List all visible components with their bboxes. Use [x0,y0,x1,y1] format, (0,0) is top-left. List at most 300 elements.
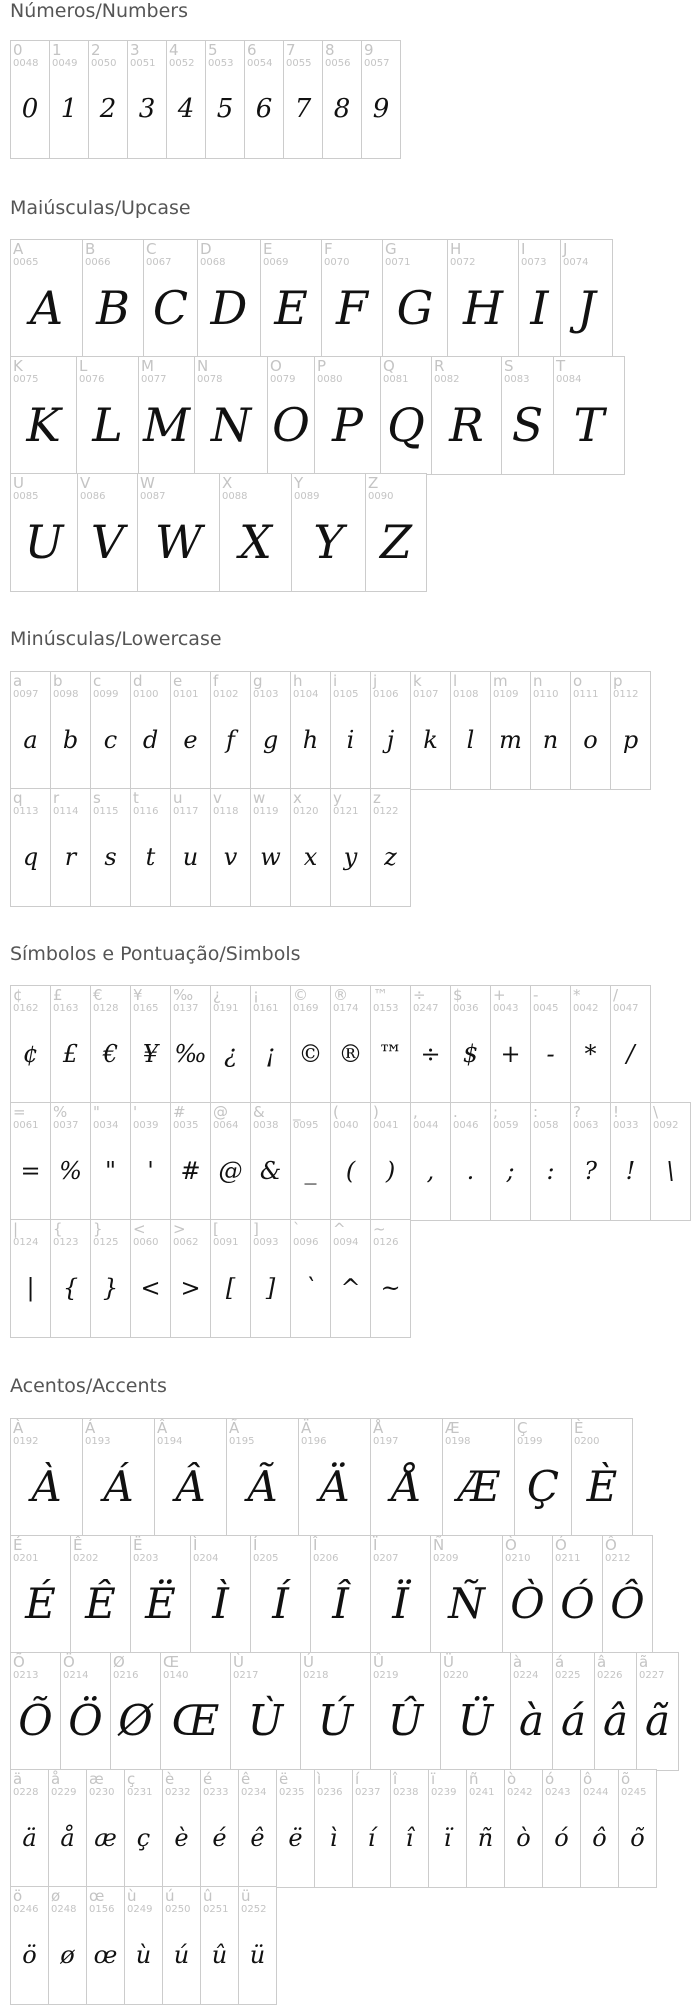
glyph-character-label: ö [13,1887,23,1905]
glyph-code: 0195 [229,1436,255,1447]
glyph-cell [440,1652,511,1771]
glyph-character-label: p [613,672,623,690]
glyph-character-label: Õ [13,1653,25,1671]
glyph-sample: ® [338,1040,363,1068]
glyph-cell [110,1652,161,1771]
glyph-sample: ê [250,1824,265,1852]
glyph-character-label: Ë [133,1536,143,1554]
glyph-cell [210,1219,251,1338]
glyph-sample: Z [380,515,412,569]
glyph-character-label: Ö [63,1653,75,1671]
glyph-character-label: Ñ [433,1536,445,1554]
glyph-sample: å [60,1824,75,1852]
glyph-code: 0044 [413,1120,439,1131]
glyph-sample: ¿ [224,1040,237,1068]
glyph-cell [553,356,625,475]
glyph-character-label: N [197,357,209,375]
glyph-character-label: ( [333,1103,339,1121]
glyph-character-label: I [521,240,526,258]
glyph-sample: ] [265,1274,276,1302]
glyph-code: 0156 [89,1904,115,1915]
glyph-code: 0197 [373,1436,399,1447]
glyph-cell [10,788,51,907]
glyph-code: 0115 [93,806,119,817]
glyph-sample: í [367,1824,376,1852]
glyph-character-label: x [293,789,302,807]
glyph-cell [510,1652,553,1771]
glyph-code: 0066 [85,257,111,268]
glyph-character-label: } [93,1220,103,1238]
glyph-cell [226,1418,299,1537]
glyph-sample: ‰ [174,1040,207,1068]
glyph-sample: % [59,1157,82,1185]
glyph-cell [370,1652,441,1771]
glyph-cell [504,1769,543,1888]
glyph-character-label: ê [241,1770,251,1788]
glyph-cell [190,1535,251,1654]
glyph-sample: R [449,398,484,452]
glyph-code: 0207 [373,1553,399,1564]
glyph-sample: p [622,726,639,754]
glyph-code: 0235 [279,1787,305,1798]
glyph-character-label: * [573,986,581,1004]
glyph-code: 0249 [127,1904,153,1915]
glyph-cell [162,1886,201,2005]
glyph-code: 0125 [93,1237,119,1248]
glyph-code: 0244 [583,1787,609,1798]
glyph-cell [610,1102,651,1221]
glyph-cell [361,40,401,159]
glyph-cell [314,356,381,475]
glyph-character-label: Ã [229,1419,240,1437]
glyph-code: 0174 [333,1003,359,1014]
glyph-cell [10,1102,51,1221]
glyph-code: 0120 [293,806,319,817]
glyph-sample: Ñ [448,1579,485,1628]
glyph-character-label: O [270,357,282,375]
glyph-sample: 1 [60,94,78,124]
glyph-sample: ä [22,1824,37,1852]
glyph-code: 0247 [413,1003,439,1014]
glyph-code: 0087 [140,491,166,502]
glyph-cell [50,1102,91,1221]
glyph-character-label: ì [317,1770,322,1788]
glyph-character-label: X [222,474,233,492]
glyph-cell [82,1418,155,1537]
glyph-sample: | [26,1274,35,1302]
glyph-sample: i [346,726,355,754]
glyph-cell [610,985,651,1104]
glyph-code: 0165 [133,1003,159,1014]
glyph-code: 0205 [253,1553,279,1564]
glyph-cell [130,985,171,1104]
glyph-code: 0082 [434,374,460,385]
glyph-sample: î [405,1824,414,1852]
glyph-cell [260,239,322,358]
glyph-sample: ^ [340,1274,361,1302]
glyph-code: 0227 [639,1670,665,1681]
glyph-sample: á [560,1696,587,1745]
glyph-code: 0090 [368,491,394,502]
glyph-code: 0123 [53,1237,79,1248]
glyph-cell [410,1102,451,1221]
glyph-character-label: ) [373,1103,379,1121]
glyph-code: 0140 [163,1670,189,1681]
glyph-cell [130,1219,171,1338]
glyph-character-label: © [293,986,308,1004]
glyph-sample: q [22,843,39,871]
glyph-code: 0079 [270,374,296,385]
glyph-sample: Œ [171,1696,220,1745]
glyph-cell [370,1219,411,1338]
glyph-sample: l [466,726,475,754]
glyph-character-label: ë [279,1770,289,1788]
glyph-sample: Ø [118,1696,153,1745]
glyph-cell [238,1769,277,1888]
glyph-character-label: ñ [469,1770,479,1788]
glyph-sample: N [210,398,252,452]
glyph-sample: y [343,843,358,871]
glyph-character-label: Œ [163,1653,180,1671]
glyph-code: 0060 [133,1237,159,1248]
glyph-character-label: Ü [443,1653,454,1671]
glyph-cell [447,239,519,358]
glyph-cell [530,1102,571,1221]
glyph-code: 0062 [173,1237,199,1248]
glyph-character-label: 8 [325,41,335,59]
glyph-code: 0194 [157,1436,183,1447]
glyph-sample: b [62,726,79,754]
glyph-character-label: A [13,240,24,258]
glyph-cell [230,1652,301,1771]
glyph-code: 0198 [445,1436,471,1447]
glyph-code: 0137 [173,1003,199,1014]
glyph-character-label: M [141,357,154,375]
glyph-sample: u [182,843,199,871]
glyph-code: 0035 [173,1120,199,1131]
glyph-code: 0068 [200,257,226,268]
glyph-cell [10,239,83,358]
glyph-code: 0042 [573,1003,599,1014]
glyph-code: 0038 [253,1120,279,1131]
glyph-cell [490,671,531,790]
glyph-cell [250,1219,291,1338]
glyph-code: 0064 [213,1120,239,1131]
glyph-code: 0034 [93,1120,119,1131]
glyph-character-label: D [200,240,212,258]
glyph-cell [501,356,554,475]
glyph-code: 0119 [253,806,279,817]
glyph-code: 0128 [93,1003,119,1014]
glyph-sample: À [31,1462,62,1511]
glyph-cell [138,356,195,475]
glyph-cell [170,1102,211,1221]
glyph-sample: d [142,726,159,754]
glyph-sample: e [183,726,198,754]
glyph-character-label: 4 [169,41,179,59]
glyph-sample: Ô [610,1579,645,1628]
glyph-code: 0105 [333,689,359,700]
glyph-character-label: ú [165,1887,175,1905]
glyph-character-label: , [413,1103,418,1121]
glyph-code: 0100 [133,689,159,700]
glyph-sample: Á [103,1462,134,1511]
glyph-sample: ¥ [142,1040,159,1068]
glyph-sample: ç [136,1824,151,1852]
glyph-character-label: < [133,1220,146,1238]
glyph-sample: I [530,281,549,335]
glyph-code: 0048 [13,58,39,69]
glyph-sample: s [104,843,117,871]
glyph-character-label: R [434,357,445,375]
glyph-cell [580,1769,619,1888]
glyph-cell [650,1102,691,1221]
glyph-character-label: Å [373,1419,384,1437]
glyph-sample: . [466,1157,475,1185]
glyph-character-label: / [613,986,619,1004]
glyph-character-label: ‰ [173,986,194,1004]
glyph-sample: : [546,1157,555,1185]
glyph-cell [298,1418,371,1537]
glyph-character-label: Î [313,1536,318,1554]
glyph-sample: É [25,1579,56,1628]
glyph-character-label: ¥ [133,986,143,1004]
glyph-sample: Ç [526,1462,560,1511]
glyph-cell [330,985,371,1104]
glyph-sample: c [103,726,118,754]
glyph-cell [50,671,91,790]
glyph-code: 0045 [533,1003,559,1014]
glyph-code: 0052 [169,58,195,69]
glyph-character-label: F [324,240,333,258]
glyph-code: 0055 [286,58,312,69]
glyph-sample: W [154,515,203,569]
glyph-sample: g [262,726,279,754]
glyph-sample: ã [644,1696,671,1745]
glyph-character-label: a [13,672,23,690]
glyph-sample: 4 [177,94,195,124]
glyph-code: 0039 [133,1120,159,1131]
glyph-cell [130,671,171,790]
glyph-character-label: ù [127,1887,137,1905]
glyph-character-label: œ [89,1887,105,1905]
glyph-cell [571,1418,633,1537]
glyph-cell [502,1535,553,1654]
glyph-character-label: ï [431,1770,436,1788]
glyph-code: 0109 [493,689,519,700]
glyph-character-label: ò [507,1770,517,1788]
glyph-code: 0074 [563,257,589,268]
glyph-code: 0092 [653,1120,679,1131]
glyph-code: 0081 [383,374,409,385]
glyph-sample: > [180,1274,201,1302]
glyph-character-label: K [13,357,23,375]
glyph-cell [450,985,491,1104]
glyph-cell [490,1102,531,1221]
glyph-sample: ~ [380,1274,401,1302]
glyph-code: 0213 [13,1670,39,1681]
glyph-sample: 8 [333,94,351,124]
glyph-sample: * [584,1040,597,1068]
glyph-cell [570,671,611,790]
glyph-character-label: Æ [445,1419,460,1437]
glyph-character-label: ¢ [13,986,23,1004]
glyph-sample: Õ [18,1696,53,1745]
glyph-sample: 6 [255,94,273,124]
glyph-cell [370,1535,431,1654]
glyph-character-label: í [355,1770,360,1788]
glyph-sample: ö [22,1941,37,1969]
glyph-cell [154,1418,227,1537]
glyph-sample: r [64,843,77,871]
glyph-code: 0106 [373,689,399,700]
glyph-character-label: ó [545,1770,555,1788]
glyph-character-label: V [80,474,91,492]
glyph-cell [610,671,651,790]
glyph-character-label: u [173,789,183,807]
glyph-sample: v [223,843,238,871]
glyph-code: 0246 [13,1904,39,1915]
glyph-cell [10,1418,83,1537]
glyph-code: 0201 [13,1553,39,1564]
glyph-cell [380,356,432,475]
glyph-cell [10,671,51,790]
glyph-code: 0216 [113,1670,139,1681]
glyph-sample: ( [345,1157,356,1185]
glyph-cell [160,1652,231,1771]
glyph-cell [442,1418,515,1537]
glyph-character-label: Ù [233,1653,244,1671]
section-heading: Números/Numbers [10,0,188,22]
glyph-code: 0043 [493,1003,519,1014]
glyph-sample: Ú [317,1696,354,1745]
glyph-sample: w [260,843,281,871]
glyph-cell [542,1769,581,1888]
glyph-cell [10,985,51,1104]
glyph-sample: Î [332,1579,349,1628]
glyph-code: 0049 [52,58,78,69]
glyph-code: 0233 [203,1787,229,1798]
glyph-character-label: > [173,1220,186,1238]
glyph-sample: ò [516,1824,531,1852]
glyph-character-label: l [453,672,458,690]
glyph-cell [10,40,50,159]
glyph-code: 0058 [533,1120,559,1131]
glyph-cell [137,473,220,592]
glyph-cell [330,1102,371,1221]
glyph-code: 0114 [53,806,79,817]
glyph-sample: ô [592,1824,607,1852]
glyph-sample: ? [584,1157,597,1185]
section-heading: Maiúsculas/Upcase [10,197,191,219]
glyph-cell [314,1769,353,1888]
glyph-sample: F [336,281,368,335]
glyph-character-label: f [213,672,219,690]
glyph-code: 0234 [241,1787,267,1798]
glyph-character-label: J [563,240,568,258]
glyph-cell [570,1102,611,1221]
glyph-sample: ÷ [420,1040,441,1068]
glyph-cell [48,1886,87,2005]
glyph-cell [130,1102,171,1221]
glyph-character-label: " [93,1103,100,1121]
glyph-code: 0076 [79,374,105,385]
glyph-character-label: 3 [130,41,140,59]
glyph-code: 0112 [613,689,639,700]
glyph-code: 0075 [13,374,39,385]
glyph-character-label: W [140,474,155,492]
glyph-sample: T [573,398,605,452]
glyph-character-label: P [317,357,327,375]
glyph-code: 0238 [393,1787,419,1798]
glyph-cell [124,1769,163,1888]
glyph-sample: M [142,398,191,452]
glyph-cell [205,40,245,159]
glyph-character-label: Ì [193,1536,198,1554]
glyph-cell [244,40,284,159]
glyph-character-label: ç [127,1770,136,1788]
glyph-sample: ; [506,1157,515,1185]
glyph-character-label: h [293,672,303,690]
glyph-sample: ¡ [265,1040,276,1068]
glyph-cell [166,40,206,159]
glyph-character-label: ô [583,1770,593,1788]
glyph-code: 0097 [13,689,39,700]
glyph-character-label: r [53,789,60,807]
glyph-sample: Y [313,515,344,569]
glyph-code: 0071 [385,257,411,268]
glyph-code: 0103 [253,689,279,700]
glyph-cell [250,1535,311,1654]
glyph-sample: < [140,1274,161,1302]
glyph-character-label: € [93,986,103,1004]
glyph-cell [300,1652,371,1771]
glyph-sample: K [26,398,61,452]
glyph-cell [352,1769,391,1888]
glyph-character-label: ] [253,1220,259,1238]
glyph-character-label: ÷ [413,986,426,1004]
glyph-character-label: Ú [303,1653,314,1671]
glyph-cell [430,1535,503,1654]
glyph-cell [200,1769,239,1888]
glyph-character-label: % [53,1103,68,1121]
glyph-code: 0250 [165,1904,191,1915]
glyph-character-label: Ï [373,1536,378,1554]
glyph-sample: ü [249,1941,266,1969]
glyph-character-label: c [93,672,102,690]
glyph-sample: m [499,726,522,754]
glyph-sample: ™ [378,1040,403,1068]
glyph-sample: 2 [99,94,117,124]
glyph-character-label: T [556,357,566,375]
glyph-character-label: 9 [364,41,374,59]
glyph-cell [330,788,371,907]
glyph-character-label: 0 [13,41,23,59]
glyph-character-label: ø [51,1887,61,1905]
glyph-cell [431,356,502,475]
glyph-character-label: 1 [52,41,62,59]
glyph-code: 0037 [53,1120,79,1131]
glyph-character-label: z [373,789,381,807]
glyph-sample: S [511,398,544,452]
glyph-code: 0206 [313,1553,339,1564]
glyph-cell [50,788,91,907]
glyph-sample: V [90,515,125,569]
glyph-code: 0241 [469,1787,495,1798]
glyph-character-label: 5 [208,41,218,59]
glyph-sample: õ [630,1824,645,1852]
glyph-cell [170,985,211,1104]
